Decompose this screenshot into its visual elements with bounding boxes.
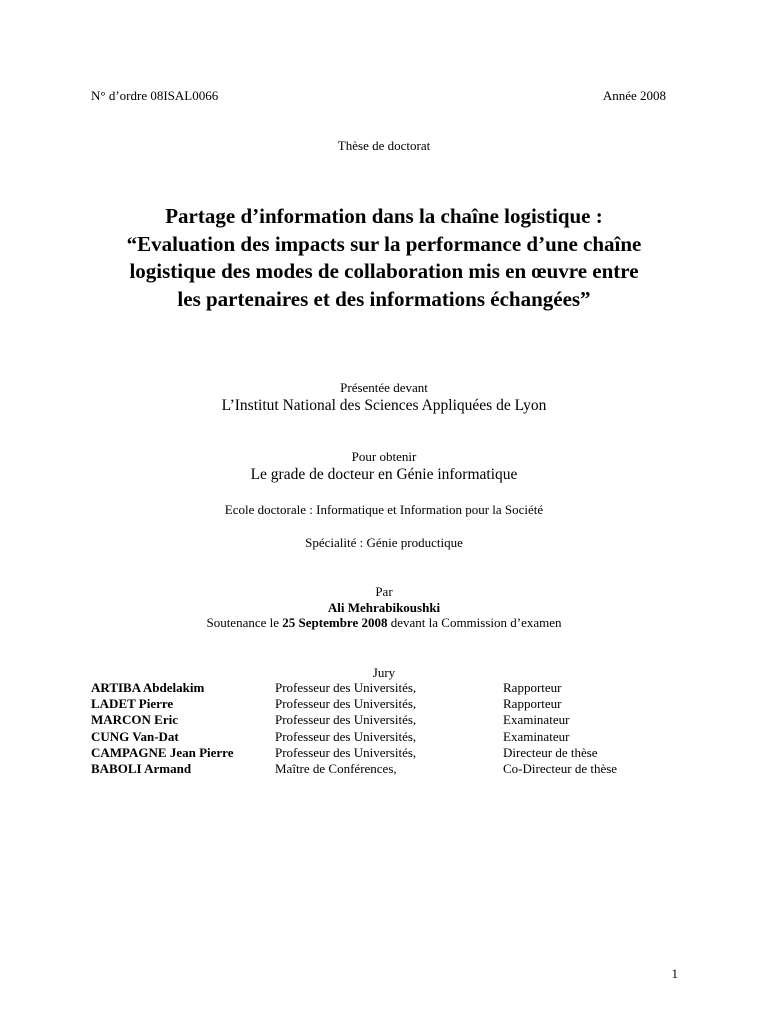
thesis-title (0, 203, 768, 313)
jury-member-name: CAMPAGNE Jean Pierre (91, 744, 234, 760)
jury-member-title: Professeur des Universités, (275, 728, 417, 744)
page-number: 1 (671, 966, 678, 981)
presented-label: Présentée devant (340, 380, 428, 395)
jury-member-role: Examinateur (503, 728, 570, 744)
jury-member-name: LADET Pierre (91, 696, 174, 712)
institution: L’Institut National des Sciences Appliquées de Lyon (221, 397, 547, 414)
jury-member-title: Professeur des Universités, (275, 712, 417, 728)
year: Année 2008 (602, 88, 666, 103)
jury-member-role: Co-Directeur de thèse (503, 760, 618, 776)
jury-member-role: Rapporteur (503, 696, 562, 712)
title-line: “Evaluation des impacts sur la performance d’une chaîne (126, 231, 642, 256)
jury-member-title: Professeur des Universités, (275, 680, 417, 695)
title-line: logistique des modes de collaboration mis en œuvre entre (129, 259, 639, 283)
jury-member-title: Professeur des Universités, (275, 696, 417, 712)
title-line: Partage d’information dans la chaîne logistique : (165, 204, 603, 228)
specialty: Spécialité : Génie productique (305, 535, 463, 550)
jury-member-role: Rapporteur (503, 680, 562, 695)
document-type: Thèse de doctorat (337, 138, 431, 153)
title-line: les partenaires et des informations échangées” (177, 286, 591, 311)
jury-member-role: Examinateur (503, 712, 570, 728)
jury-member-name: BABOLI Armand (91, 760, 192, 776)
defense-prefix: Soutenance le (206, 615, 283, 630)
defense-date: 25 Septembre 2008 (282, 615, 388, 630)
jury-member-title: Professeur des Universités, (275, 744, 417, 760)
defense-line (0, 615, 768, 631)
doctoral-school: Ecole doctorale : Informatique et Information pour la Société (224, 502, 544, 517)
jury-member-name: ARTIBA Abdelakim (91, 680, 205, 695)
degree: Le grade de docteur en Génie informatique (250, 466, 518, 483)
order-number: N° d’ordre 08ISAL0066 (91, 88, 219, 103)
jury-heading: Jury (372, 665, 396, 680)
jury-member-role: Directeur de thèse (503, 744, 598, 760)
author-name: Ali Mehrabikoushki (327, 600, 441, 615)
jury-member-name: CUNG Van-Dat (91, 728, 179, 744)
jury-member-title: Maître de Conférences, (275, 760, 397, 776)
obtain-label: Pour obtenir (351, 449, 417, 464)
defense-suffix: devant la Commission d’examen (387, 615, 562, 630)
by-label: Par (375, 584, 393, 599)
jury-member-name: MARCON Eric (91, 712, 179, 728)
